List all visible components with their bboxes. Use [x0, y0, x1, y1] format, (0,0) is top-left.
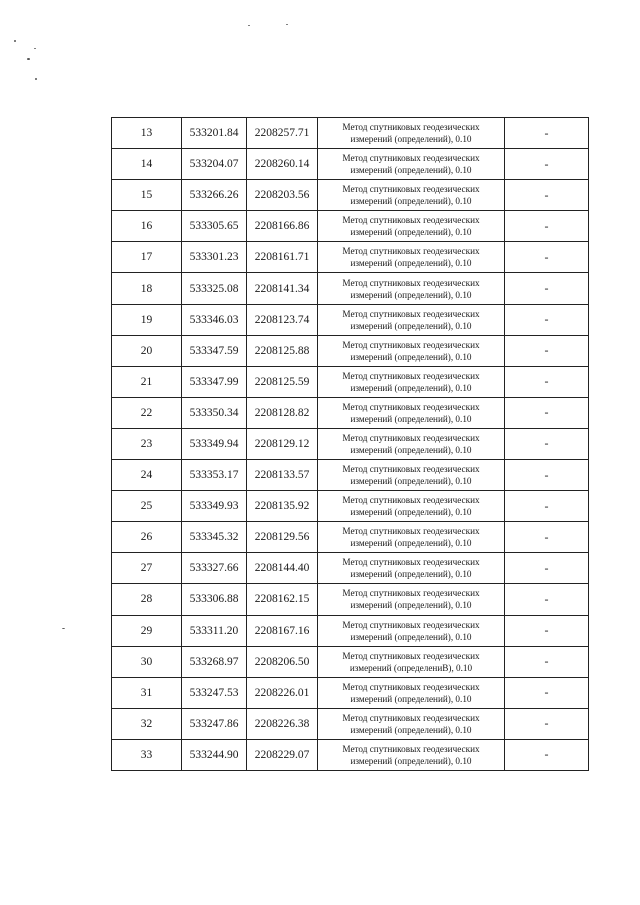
y-coordinate-cell: 2208167.16 — [247, 615, 318, 646]
method-line-2: измерений (определений), 0.10 — [350, 724, 472, 735]
method-line-1: Метод спутниковых геодезических — [342, 153, 480, 164]
method-line-1: Метод спутниковых геодезических — [342, 370, 480, 381]
note-cell: - — [505, 553, 589, 584]
table-row — [112, 584, 589, 615]
table-row — [112, 335, 589, 366]
method-line-2: измерений (определениВ), 0.10 — [349, 662, 473, 673]
x-coordinate-cell: 533345.32 — [182, 522, 247, 553]
note-cell: - — [505, 522, 589, 553]
method-line-2: измерений (определений), 0.10 — [350, 413, 472, 424]
point-number-cell: 32 — [112, 708, 182, 739]
note-cell: - — [505, 118, 589, 149]
method-cell — [318, 397, 505, 428]
x-coordinate-cell: 533325.08 — [182, 273, 247, 304]
point-number-cell: 33 — [112, 739, 182, 770]
method-line-2: измерений (определений), 0.10 — [350, 134, 472, 145]
y-coordinate-cell: 2208203.56 — [247, 180, 318, 211]
x-coordinate-cell: 533247.53 — [182, 677, 247, 708]
method-cell — [318, 211, 505, 242]
point-number-cell: 26 — [112, 522, 182, 553]
method-line-1: Метод спутниковых геодезических — [342, 588, 480, 599]
note-cell: - — [505, 739, 589, 770]
method-line-1: Метод спутниковых геодезических — [342, 526, 480, 537]
method-cell — [318, 553, 505, 584]
table-row — [112, 677, 589, 708]
method-line-1: Метод спутниковых геодезических — [342, 308, 480, 319]
table-row — [112, 522, 589, 553]
method-line-1: Метод спутниковых геодезических — [342, 712, 480, 723]
table-row — [112, 646, 589, 677]
method-line-1: Метод спутниковых геодезических — [342, 557, 480, 568]
point-number-cell: 13 — [112, 118, 182, 149]
method-cell — [318, 522, 505, 553]
note-cell: - — [505, 428, 589, 459]
x-coordinate-cell: 533247.86 — [182, 708, 247, 739]
note-cell: - — [505, 242, 589, 273]
y-coordinate-cell: 2208128.82 — [247, 397, 318, 428]
note-cell: - — [505, 615, 589, 646]
method-line-1: Метод спутниковых геодезических — [342, 432, 480, 443]
table-row — [112, 708, 589, 739]
note-cell: - — [505, 646, 589, 677]
method-line-1: Метод спутниковых геодезических — [342, 246, 480, 257]
method-line-2: измерений (определений), 0.10 — [350, 507, 472, 518]
x-coordinate-cell: 533268.97 — [182, 646, 247, 677]
coordinates-table — [111, 117, 589, 771]
method-cell — [318, 584, 505, 615]
point-number-cell: 17 — [112, 242, 182, 273]
y-coordinate-cell: 2208166.86 — [247, 211, 318, 242]
y-coordinate-cell: 2208125.59 — [247, 366, 318, 397]
table-row — [112, 242, 589, 273]
method-cell — [318, 646, 505, 677]
method-line-2: измерений (определений), 0.10 — [350, 351, 472, 362]
point-number-cell: 23 — [112, 428, 182, 459]
table-row — [112, 118, 589, 149]
point-number-cell: 30 — [112, 646, 182, 677]
note-cell: - — [505, 491, 589, 522]
point-number-cell: 19 — [112, 304, 182, 335]
y-coordinate-cell: 2208123.74 — [247, 304, 318, 335]
note-cell: - — [505, 397, 589, 428]
method-cell — [318, 180, 505, 211]
y-coordinate-cell: 2208141.34 — [247, 273, 318, 304]
method-line-2: измерений (определений), 0.10 — [350, 476, 472, 487]
method-line-2: измерений (определений), 0.10 — [350, 569, 472, 580]
point-number-cell: 29 — [112, 615, 182, 646]
x-coordinate-cell: 533349.94 — [182, 428, 247, 459]
method-line-1: Метод спутниковых геодезических — [342, 743, 480, 754]
method-line-1: Метод спутниковых геодезических — [342, 277, 480, 288]
scan-speck — [248, 25, 250, 26]
point-number-cell: 15 — [112, 180, 182, 211]
x-coordinate-cell: 533306.88 — [182, 584, 247, 615]
method-cell — [318, 273, 505, 304]
x-coordinate-cell: 533301.23 — [182, 242, 247, 273]
method-line-1: Метод спутниковых геодезических — [342, 495, 480, 506]
point-number-cell: 18 — [112, 273, 182, 304]
method-cell — [318, 491, 505, 522]
method-line-2: измерений (определений), 0.10 — [350, 196, 472, 207]
point-number-cell: 20 — [112, 335, 182, 366]
y-coordinate-cell: 2208125.88 — [247, 335, 318, 366]
method-line-2: измерений (определений), 0.10 — [350, 227, 472, 238]
table-row — [112, 460, 589, 491]
point-number-cell: 25 — [112, 491, 182, 522]
note-cell: - — [505, 708, 589, 739]
x-coordinate-cell: 533327.66 — [182, 553, 247, 584]
coordinates-table-body — [112, 118, 589, 771]
method-line-2: измерений (определений), 0.10 — [350, 631, 472, 642]
note-cell: - — [505, 677, 589, 708]
note-cell: - — [505, 584, 589, 615]
point-number-cell: 27 — [112, 553, 182, 584]
y-coordinate-cell: 2208129.12 — [247, 428, 318, 459]
table-row — [112, 553, 589, 584]
method-cell — [318, 335, 505, 366]
note-cell: - — [505, 335, 589, 366]
table-row — [112, 273, 589, 304]
scan-speck — [34, 48, 36, 49]
method-line-2: измерений (определений), 0.10 — [350, 289, 472, 300]
x-coordinate-cell: 533204.07 — [182, 149, 247, 180]
y-coordinate-cell: 2208135.92 — [247, 491, 318, 522]
table-row — [112, 149, 589, 180]
y-coordinate-cell: 2208162.15 — [247, 584, 318, 615]
method-line-2: измерений (определений), 0.10 — [350, 320, 472, 331]
method-cell — [318, 739, 505, 770]
method-cell — [318, 460, 505, 491]
y-coordinate-cell: 2208229.07 — [247, 739, 318, 770]
method-cell — [318, 118, 505, 149]
table-row — [112, 428, 589, 459]
point-number-cell: 24 — [112, 460, 182, 491]
note-cell: - — [505, 273, 589, 304]
table-row — [112, 397, 589, 428]
note-cell: - — [505, 304, 589, 335]
x-coordinate-cell: 533201.84 — [182, 118, 247, 149]
method-cell — [318, 615, 505, 646]
y-coordinate-cell: 2208226.01 — [247, 677, 318, 708]
method-line-1: Метод спутниковых геодезических — [342, 339, 480, 350]
table-row — [112, 211, 589, 242]
method-line-1: Метод спутниковых геодезических — [342, 650, 480, 661]
x-coordinate-cell: 533349.93 — [182, 491, 247, 522]
table-row — [112, 615, 589, 646]
scan-speck — [14, 40, 16, 42]
y-coordinate-cell: 2208133.57 — [247, 460, 318, 491]
method-line-1: Метод спутниковых геодезических — [342, 401, 480, 412]
method-line-1: Метод спутниковых геодезических — [342, 619, 480, 630]
method-line-1: Метод спутниковых геодезических — [342, 184, 480, 195]
x-coordinate-cell: 533353.17 — [182, 460, 247, 491]
method-line-1: Метод спутниковых геодезических — [342, 215, 480, 226]
method-line-2: измерений (определений), 0.10 — [350, 382, 472, 393]
x-coordinate-cell: 533311.20 — [182, 615, 247, 646]
point-number-cell: 14 — [112, 149, 182, 180]
table-row — [112, 739, 589, 770]
x-coordinate-cell: 533244.90 — [182, 739, 247, 770]
method-cell — [318, 304, 505, 335]
method-line-2: измерений (определений), 0.10 — [350, 755, 472, 766]
y-coordinate-cell: 2208161.71 — [247, 242, 318, 273]
method-line-1: Метод спутниковых геодезических — [342, 464, 480, 475]
method-line-1: Метод спутниковых геодезических — [342, 122, 480, 133]
method-cell — [318, 242, 505, 273]
point-number-cell: 16 — [112, 211, 182, 242]
x-coordinate-cell: 533350.34 — [182, 397, 247, 428]
scan-speck — [35, 78, 37, 80]
y-coordinate-cell: 2208260.14 — [247, 149, 318, 180]
method-line-2: измерений (определений), 0.10 — [350, 258, 472, 269]
x-coordinate-cell: 533347.99 — [182, 366, 247, 397]
point-number-cell: 31 — [112, 677, 182, 708]
method-line-2: измерений (определений), 0.10 — [350, 693, 472, 704]
y-coordinate-cell: 2208206.50 — [247, 646, 318, 677]
method-cell — [318, 428, 505, 459]
method-line-2: измерений (определений), 0.10 — [350, 538, 472, 549]
method-line-1: Метод спутниковых геодезических — [342, 681, 480, 692]
method-line-2: измерений (определений), 0.10 — [350, 600, 472, 611]
method-cell — [318, 149, 505, 180]
table-row — [112, 491, 589, 522]
note-cell: - — [505, 149, 589, 180]
method-line-2: измерений (определений), 0.10 — [350, 165, 472, 176]
method-cell — [318, 677, 505, 708]
note-cell: - — [505, 211, 589, 242]
x-coordinate-cell: 533346.03 — [182, 304, 247, 335]
note-cell: - — [505, 460, 589, 491]
x-coordinate-cell: 533305.65 — [182, 211, 247, 242]
point-number-cell: 21 — [112, 366, 182, 397]
x-coordinate-cell: 533266.26 — [182, 180, 247, 211]
scan-speck — [62, 628, 65, 629]
point-number-cell: 22 — [112, 397, 182, 428]
method-line-2: измерений (определений), 0.10 — [350, 444, 472, 455]
point-number-cell: 28 — [112, 584, 182, 615]
table-row — [112, 180, 589, 211]
scan-speck — [286, 24, 288, 25]
note-cell: - — [505, 366, 589, 397]
note-cell: - — [505, 180, 589, 211]
y-coordinate-cell: 2208144.40 — [247, 553, 318, 584]
x-coordinate-cell: 533347.59 — [182, 335, 247, 366]
method-cell — [318, 366, 505, 397]
y-coordinate-cell: 2208129.56 — [247, 522, 318, 553]
y-coordinate-cell: 2208226.38 — [247, 708, 318, 739]
y-coordinate-cell: 2208257.71 — [247, 118, 318, 149]
table-row — [112, 304, 589, 335]
table-row — [112, 366, 589, 397]
scan-speck — [27, 58, 30, 60]
method-cell — [318, 708, 505, 739]
